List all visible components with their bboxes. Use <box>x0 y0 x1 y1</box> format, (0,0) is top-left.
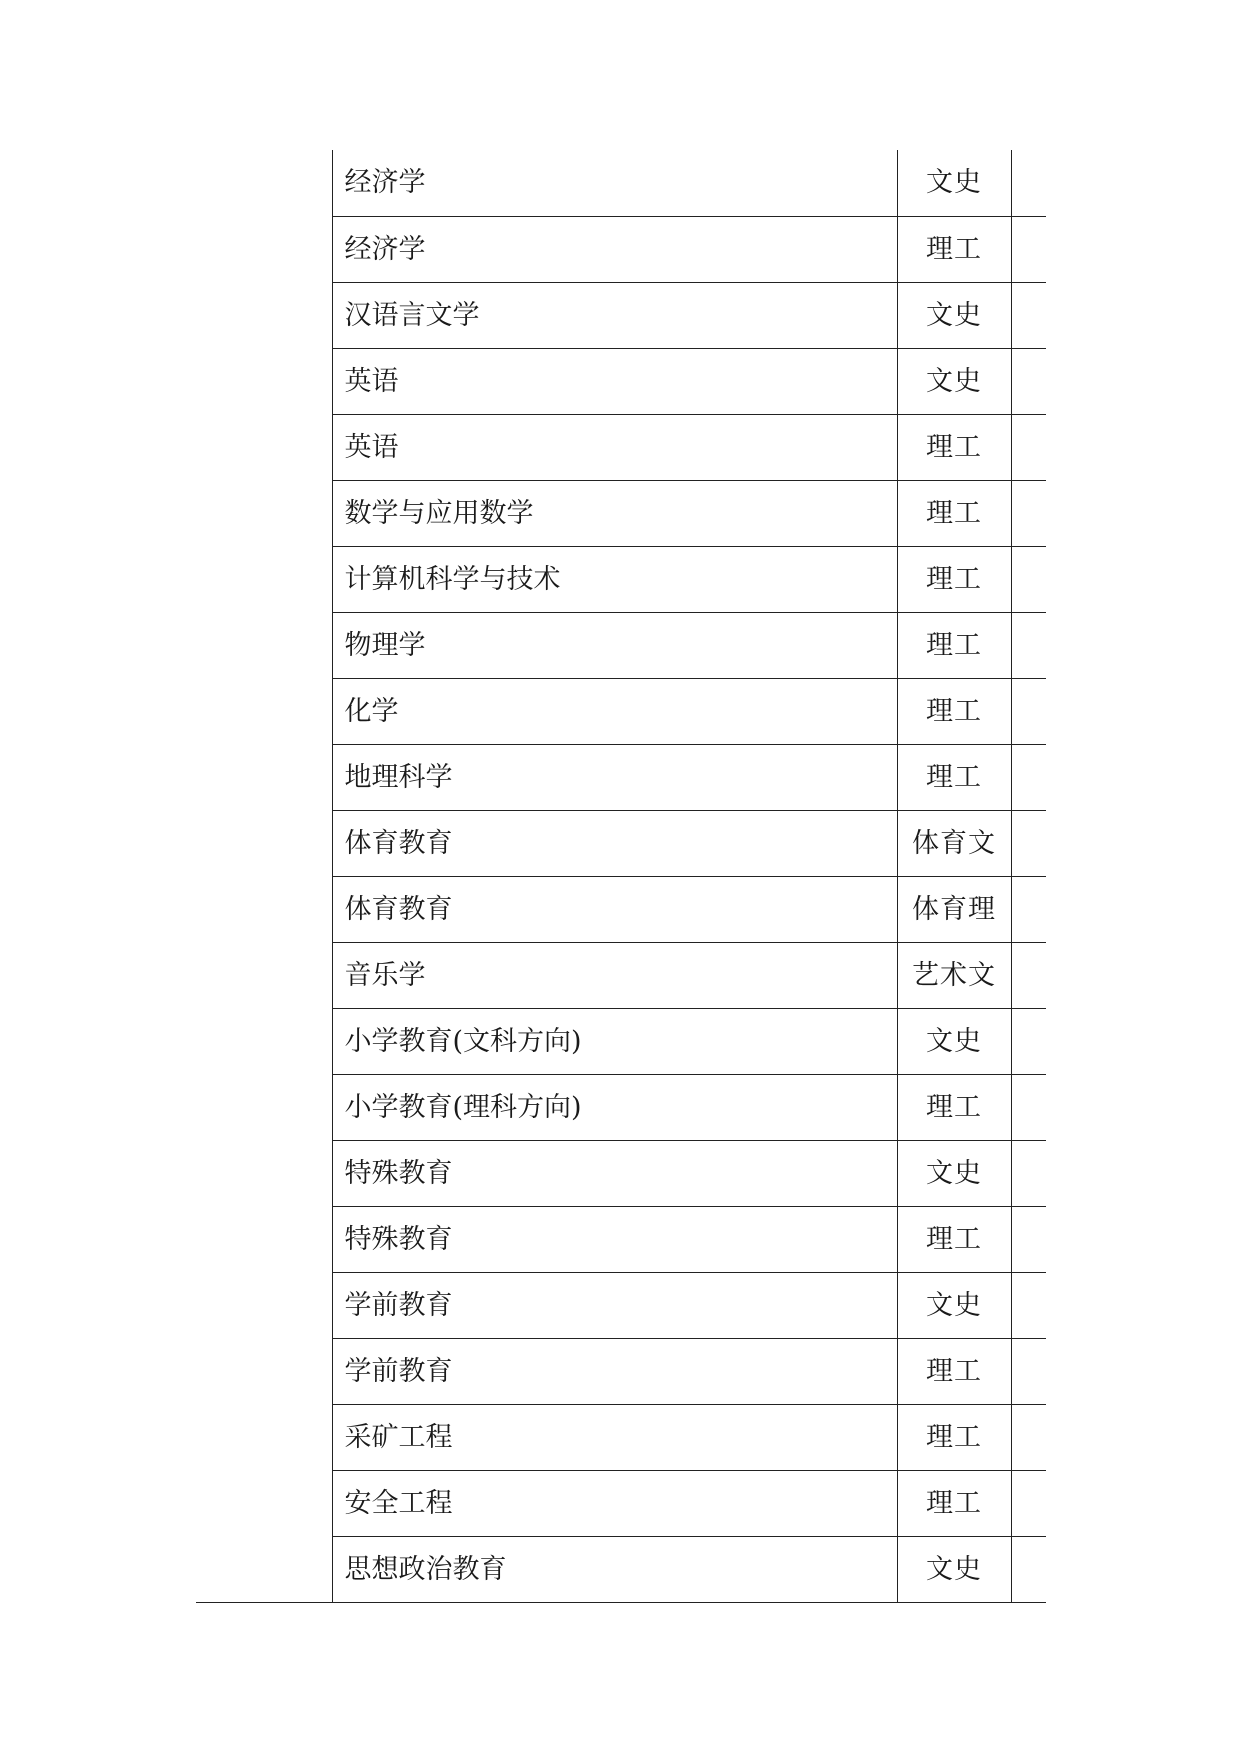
enrollment-table <box>196 150 1046 1603</box>
major-cell: 经济学 <box>332 150 897 216</box>
category-cell: 文史 <box>897 1272 1011 1338</box>
trailing-cell <box>1011 1074 1046 1140</box>
category-cell: 文史 <box>897 150 1011 216</box>
major-cell: 英语 <box>332 414 897 480</box>
blank-cell <box>196 414 332 480</box>
major-cell: 音乐学 <box>332 942 897 1008</box>
major-cell: 采矿工程 <box>332 1404 897 1470</box>
category-cell: 理工 <box>897 744 1011 810</box>
trailing-cell <box>1011 612 1046 678</box>
blank-cell <box>196 810 332 876</box>
trailing-cell <box>1011 480 1046 546</box>
table-body <box>196 150 1046 1602</box>
category-cell: 理工 <box>897 1338 1011 1404</box>
table-row <box>196 942 1046 1008</box>
major-cell: 安全工程 <box>332 1470 897 1536</box>
blank-cell <box>196 150 332 216</box>
table-row <box>196 1272 1046 1338</box>
trailing-cell <box>1011 150 1046 216</box>
blank-cell <box>196 1536 332 1602</box>
blank-cell <box>196 282 332 348</box>
trailing-cell <box>1011 1272 1046 1338</box>
category-cell: 文史 <box>897 1536 1011 1602</box>
table-row <box>196 678 1046 744</box>
major-cell: 汉语言文学 <box>332 282 897 348</box>
blank-cell <box>196 216 332 282</box>
trailing-cell <box>1011 678 1046 744</box>
category-cell: 文史 <box>897 348 1011 414</box>
category-cell: 理工 <box>897 414 1011 480</box>
trailing-cell <box>1011 1536 1046 1602</box>
major-cell: 英语 <box>332 348 897 414</box>
category-cell: 文史 <box>897 1140 1011 1206</box>
category-cell: 理工 <box>897 1206 1011 1272</box>
blank-cell <box>196 1272 332 1338</box>
category-cell: 文史 <box>897 1008 1011 1074</box>
table-row <box>196 744 1046 810</box>
trailing-cell <box>1011 414 1046 480</box>
category-cell: 理工 <box>897 1074 1011 1140</box>
table-row <box>196 1140 1046 1206</box>
trailing-cell <box>1011 1140 1046 1206</box>
blank-cell <box>196 1140 332 1206</box>
major-cell: 特殊教育 <box>332 1206 897 1272</box>
blank-cell <box>196 348 332 414</box>
trailing-cell <box>1011 348 1046 414</box>
table-row <box>196 150 1046 216</box>
blank-cell <box>196 1470 332 1536</box>
table-row <box>196 348 1046 414</box>
table-row <box>196 612 1046 678</box>
major-cell: 学前教育 <box>332 1272 897 1338</box>
blank-cell <box>196 1338 332 1404</box>
trailing-cell <box>1011 942 1046 1008</box>
table-row <box>196 810 1046 876</box>
trailing-cell <box>1011 1008 1046 1074</box>
blank-cell <box>196 612 332 678</box>
table-row <box>196 1206 1046 1272</box>
major-cell: 学前教育 <box>332 1338 897 1404</box>
trailing-cell <box>1011 876 1046 942</box>
category-cell: 体育理 <box>897 876 1011 942</box>
blank-cell <box>196 942 332 1008</box>
trailing-cell <box>1011 1338 1046 1404</box>
major-cell: 经济学 <box>332 216 897 282</box>
category-cell: 理工 <box>897 480 1011 546</box>
trailing-cell <box>1011 810 1046 876</box>
major-cell: 小学教育(文科方向) <box>332 1008 897 1074</box>
table-row <box>196 216 1046 282</box>
category-cell: 理工 <box>897 546 1011 612</box>
category-cell: 理工 <box>897 216 1011 282</box>
blank-cell <box>196 876 332 942</box>
category-cell: 体育文 <box>897 810 1011 876</box>
blank-cell <box>196 1074 332 1140</box>
major-cell: 体育教育 <box>332 876 897 942</box>
category-cell: 艺术文 <box>897 942 1011 1008</box>
major-cell: 思想政治教育 <box>332 1536 897 1602</box>
blank-cell <box>196 678 332 744</box>
blank-cell <box>196 546 332 612</box>
blank-cell <box>196 744 332 810</box>
major-cell: 地理科学 <box>332 744 897 810</box>
table-row <box>196 1404 1046 1470</box>
trailing-cell <box>1011 546 1046 612</box>
table-row <box>196 1074 1046 1140</box>
table-row <box>196 1008 1046 1074</box>
category-cell: 理工 <box>897 1404 1011 1470</box>
trailing-cell <box>1011 1470 1046 1536</box>
trailing-cell <box>1011 282 1046 348</box>
major-cell: 特殊教育 <box>332 1140 897 1206</box>
table-row <box>196 282 1046 348</box>
major-cell: 化学 <box>332 678 897 744</box>
table-row <box>196 1536 1046 1602</box>
major-cell: 体育教育 <box>332 810 897 876</box>
table-row <box>196 546 1046 612</box>
category-cell: 理工 <box>897 612 1011 678</box>
table-row <box>196 414 1046 480</box>
blank-cell <box>196 480 332 546</box>
trailing-cell <box>1011 216 1046 282</box>
blank-cell <box>196 1008 332 1074</box>
trailing-cell <box>1011 1404 1046 1470</box>
major-cell: 数学与应用数学 <box>332 480 897 546</box>
category-cell: 文史 <box>897 282 1011 348</box>
major-cell: 计算机科学与技术 <box>332 546 897 612</box>
trailing-cell <box>1011 1206 1046 1272</box>
table-row <box>196 1338 1046 1404</box>
blank-cell <box>196 1206 332 1272</box>
table-row <box>196 876 1046 942</box>
category-cell: 理工 <box>897 678 1011 744</box>
category-cell: 理工 <box>897 1470 1011 1536</box>
trailing-cell <box>1011 744 1046 810</box>
blank-cell <box>196 1404 332 1470</box>
major-cell: 物理学 <box>332 612 897 678</box>
table-row <box>196 1470 1046 1536</box>
major-cell: 小学教育(理科方向) <box>332 1074 897 1140</box>
table-row <box>196 480 1046 546</box>
